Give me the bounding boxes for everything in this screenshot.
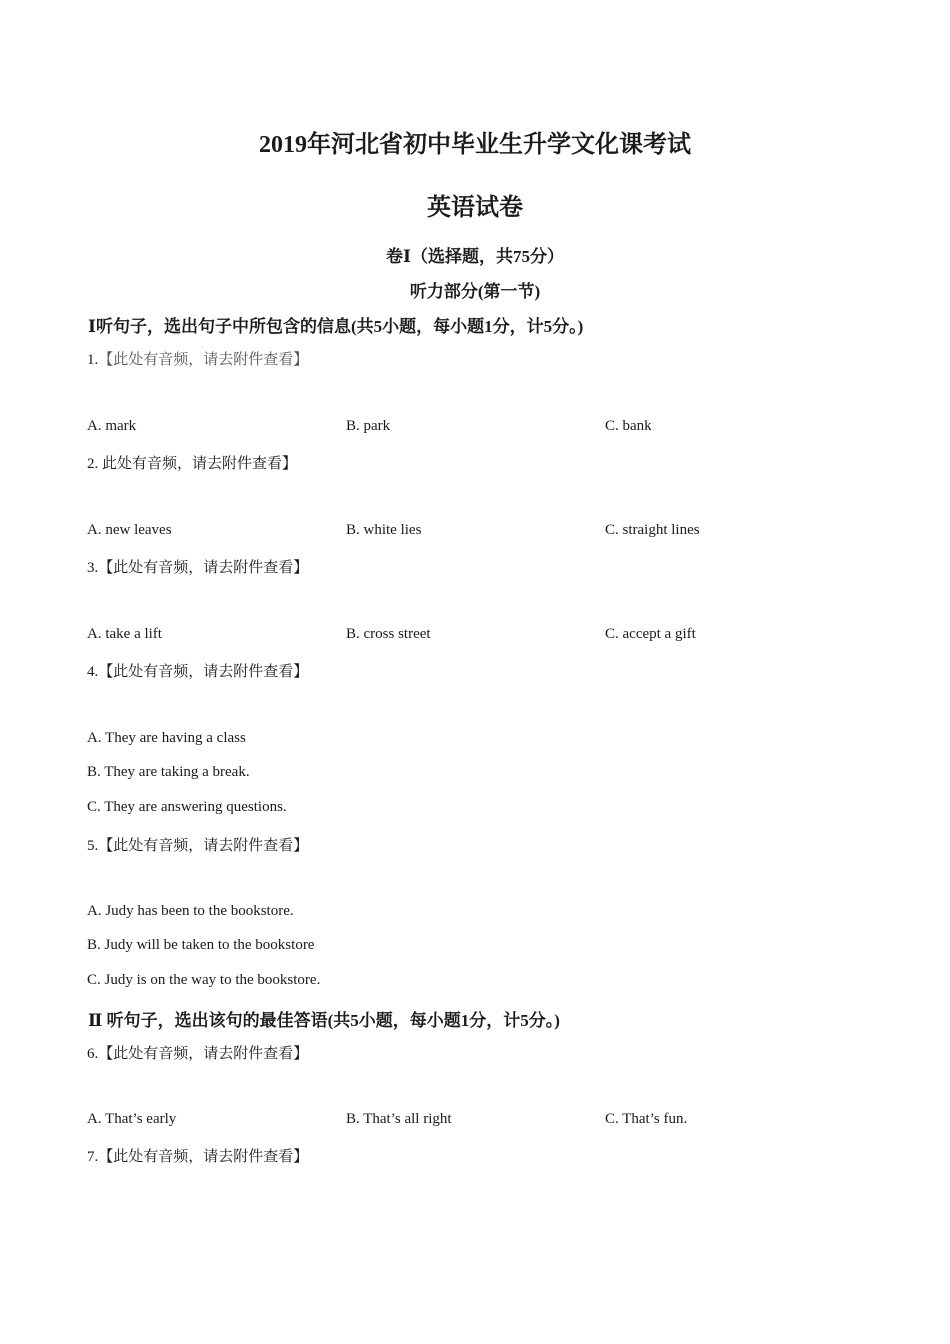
question-number: 3. <box>87 560 99 576</box>
audio-placeholder[interactable]: 【此处有音频，请去附件查看】 <box>98 560 309 576</box>
q3-option-c[interactable]: C. accept a gift <box>605 626 696 642</box>
audio-placeholder[interactable]: 【此处有音频，请去附件查看】 <box>98 1046 309 1062</box>
q6-option-a[interactable]: A. That’s early <box>87 1111 177 1127</box>
question-number: 2. <box>87 456 99 472</box>
q1-option-a[interactable]: A. mark <box>87 418 137 434</box>
audio-placeholder[interactable]: 【此处有音频，请去附件查看】 <box>98 1149 309 1165</box>
q5-option-b[interactable]: B. Judy will be taken to the bookstore <box>87 937 315 953</box>
exam-subtitle: 英语试卷 <box>427 195 523 221</box>
q5-option-a[interactable]: A. Judy has been to the bookstore. <box>87 903 294 919</box>
audio-placeholder[interactable]: 【此处有音频，请去附件查看】 <box>98 838 309 854</box>
question-number: 6. <box>87 1046 99 1062</box>
audio-placeholder[interactable]: 此处有音频，请去附件查看】 <box>98 456 298 472</box>
q2-option-b[interactable]: B. white lies <box>346 522 422 538</box>
q6-option-c[interactable]: C. That’s fun. <box>605 1111 688 1127</box>
question-2 <box>87 452 297 473</box>
q1-option-b[interactable]: B. park <box>346 418 391 434</box>
q3-option-b[interactable]: B. cross street <box>346 626 431 642</box>
question-6 <box>87 1042 308 1063</box>
section-1-heading: Ⅰ听句子，选出句子中所包含的信息(共5小题，每小题1分，计5分。) <box>88 317 584 336</box>
audio-placeholder[interactable]: 【此处有音频，请去附件查看】 <box>98 664 309 680</box>
q2-option-a[interactable]: A. new leaves <box>87 522 172 538</box>
q3-option-a[interactable]: A. take a lift <box>87 626 162 642</box>
q6-option-b[interactable]: B. That’s all right <box>346 1111 452 1127</box>
question-number: 7. <box>87 1149 99 1165</box>
q4-option-c[interactable]: C. They are answering questions. <box>87 799 287 815</box>
question-5 <box>87 834 308 855</box>
question-1 <box>87 348 308 369</box>
question-number: 1. <box>87 352 99 368</box>
question-3 <box>87 556 308 577</box>
q1-option-c[interactable]: C. bank <box>605 418 652 434</box>
audio-placeholder[interactable]: 【此处有音频，请去附件查看】 <box>98 352 309 368</box>
question-4 <box>87 660 308 681</box>
question-7 <box>87 1145 308 1166</box>
question-number: 4. <box>87 664 99 680</box>
q5-option-c[interactable]: C. Judy is on the way to the bookstore. <box>87 972 321 988</box>
exam-title: 2019年河北省初中毕业生升学文化课考试 <box>259 132 691 158</box>
q4-option-a[interactable]: A. They are having a class <box>87 730 246 746</box>
volume-heading: 卷Ⅰ（选择题，共75分） <box>386 247 564 266</box>
question-number: 5. <box>87 838 99 854</box>
q4-option-b[interactable]: B. They are taking a break. <box>87 764 250 780</box>
section-2-heading: Ⅱ 听句子，选出该句的最佳答语(共5小题，每小题1分，计5分。) <box>88 1011 560 1030</box>
q2-option-c[interactable]: C. straight lines <box>605 522 700 538</box>
part-heading: 听力部分(第一节) <box>409 282 541 301</box>
